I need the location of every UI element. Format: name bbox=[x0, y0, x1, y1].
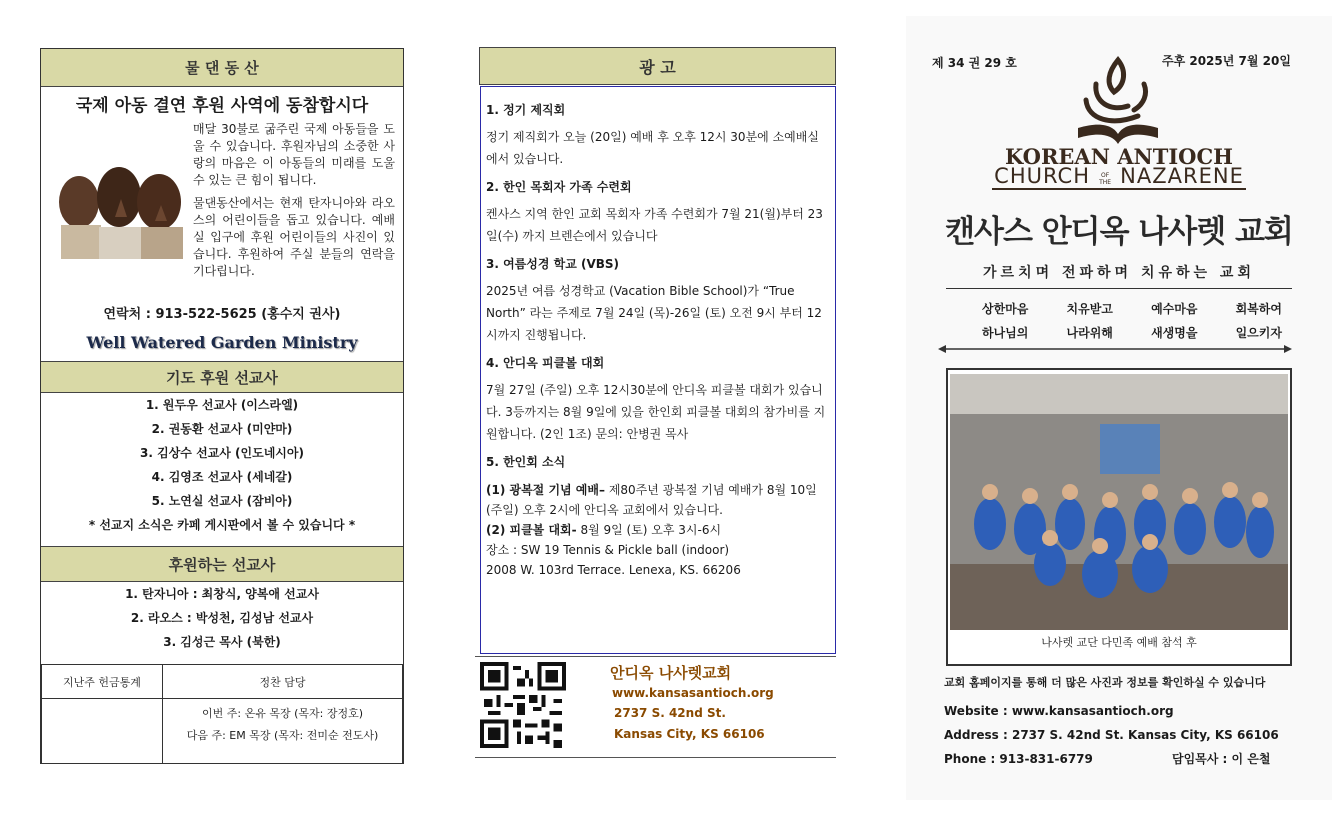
list-item: 2. 라오스 : 박성천, 김성남 선교사 bbox=[130, 611, 314, 625]
missionary-note: * 선교지 소식은 카페 게시판에서 볼 수 있습니다 * bbox=[88, 518, 356, 532]
group-photo-frame bbox=[946, 368, 1292, 666]
slogan-word: 예수마음 bbox=[1151, 302, 1198, 316]
announcement-title: 2. 한인 목회자 가족 수련회 bbox=[486, 180, 632, 194]
table-cell-meal bbox=[163, 699, 403, 764]
announcement-body: 켄사스 지역 한인 교회 목회자 가족 수련회가 7월 21(월)부터 23일(수) 까지 브렌슨에서 있습니다 bbox=[486, 207, 823, 243]
announcement-title: 3. 여름성경 학교 (VBS) bbox=[486, 257, 620, 271]
news-item-2 bbox=[486, 520, 826, 540]
section-header-prayer: 기도 후원 선교사 bbox=[41, 361, 403, 393]
announcement-title: 1. 정기 제직회 bbox=[486, 103, 566, 117]
news-item-2-label: (2) 피클볼 대회- bbox=[486, 523, 577, 537]
news-item-1-text: 제80주년 광복절 기념 예배가 8월 10일(주일) 오후 2시에 안디옥 교회에서 있습니다. bbox=[486, 483, 817, 517]
contact-address: Address : 2737 S. 42nd St. Kansas City, KS 66106 bbox=[944, 728, 1279, 742]
list-item: 1. 원두우 선교사 (이스라엘) bbox=[145, 398, 299, 412]
church-flame-book-logo bbox=[1068, 54, 1168, 146]
news-item-1-label: (1) 광복절 기념 예배– bbox=[486, 483, 605, 497]
church-motto: 가르치며 전파하며 치유하는 교회 bbox=[983, 265, 1255, 281]
announcement-body: 정기 제직회가 오늘 (20일) 예배 후 오후 12시 30분에 소예배실에서 있습니다. bbox=[486, 130, 819, 166]
qr-code-icon bbox=[480, 662, 566, 748]
children-praying-photo bbox=[49, 147, 191, 259]
ornament-divider bbox=[938, 344, 1292, 354]
sponsor-paragraph-1: 매달 30불로 굶주린 국제 아동들을 도울 수 있습니다. 후원자님의 소중한 사랑의 마음은 이 아동들의 미래를 도울 수 있는 큰 힘이 됩니다. bbox=[193, 122, 395, 187]
footer-website-link[interactable]: www.kansasantioch.org bbox=[612, 686, 774, 700]
table-header-offering: 지난주 헌금통계 bbox=[42, 665, 163, 699]
list-item: 5. 노연실 선교사 (잠비아) bbox=[151, 494, 293, 508]
list-item: 4. 김영조 선교사 (세네갈) bbox=[151, 470, 293, 484]
slogan-word: 회복하여 bbox=[1235, 302, 1282, 316]
list-item: 3. 김성근 목사 (북한) bbox=[163, 635, 281, 649]
volume-number: 제 34 권 29 호 bbox=[932, 56, 1017, 70]
footer-address-2: Kansas City, KS 66106 bbox=[614, 727, 765, 741]
list-item: 1. 탄자니아 : 최창식, 양복애 선교사 bbox=[125, 587, 319, 601]
slogan-word: 새생명을 bbox=[1151, 326, 1198, 340]
table-cell-offering bbox=[42, 699, 163, 764]
logo-church-word: CHURCH bbox=[994, 164, 1090, 188]
section-header-announcements: 광 고 bbox=[479, 47, 836, 85]
announcement-list bbox=[486, 101, 826, 580]
logo-nazarene-word: NAZARENE bbox=[1120, 164, 1244, 188]
logo-korean-antioch: KOREAN ANTIOCH bbox=[1004, 144, 1234, 169]
column-cover bbox=[906, 16, 1332, 800]
meal-this-week: 이번 주: 온유 목장 (목자: 장정호) bbox=[202, 707, 363, 720]
sponsor-paragraph-2: 물댄동산에서는 현재 탄자니아와 라오스의 어린이들을 돕고 있습니다. 예배실 입구에 후원 어린이들의 사진이 있습니다. 후원하여 주실 분들의 연락을 기다립니다. bbox=[193, 196, 395, 278]
contact-website[interactable]: Website : www.kansasantioch.org bbox=[944, 704, 1174, 718]
list-item: 2. 권동환 선교사 (미얀마) bbox=[151, 422, 293, 436]
motto-underline bbox=[946, 288, 1292, 289]
slogan-word: 치유받고 bbox=[1066, 302, 1113, 316]
slogan-word: 나라위해 bbox=[1066, 326, 1113, 340]
photo-caption: 나사렛 교단 다민족 예배 참석 후 bbox=[1041, 636, 1197, 649]
news-address: 2008 W. 103rd Terrace. Lenexa, KS. 66206 bbox=[486, 563, 741, 577]
announcement-body: 2025년 여름 성경학교 (Vacation Bible School)가 “True North” 라는 주제로 7월 24일 (목)-26일 (토) 오전 9시 부터 12시까지 진행됩니다. bbox=[486, 284, 822, 342]
section-header-mulden: 물 댄 동 산 bbox=[41, 49, 403, 87]
supported-list bbox=[41, 582, 403, 654]
logo-church-line bbox=[906, 164, 1332, 188]
slogan-line-1 bbox=[982, 300, 1282, 317]
slogan-word: 상한마음 bbox=[982, 302, 1029, 316]
bulletin-date: 주후 2025년 7월 20일 bbox=[1162, 54, 1291, 68]
contact-line: 연락처 : 913-522-5625 (홍수지 권사) bbox=[103, 307, 341, 322]
contact-phone: Phone : 913-831-6779 bbox=[944, 752, 1093, 766]
news-item-1 bbox=[486, 480, 826, 520]
missionary-list bbox=[41, 393, 403, 537]
offering-table bbox=[41, 664, 403, 764]
announcement-body: 7월 27일 (주일) 오후 12시30분에 안디옥 피클볼 대회가 있습니다. 3등까지는 8월 9일에 있을 한인회 피클볼 대회의 참가비를 지원합니다. (2인 1조) 문의: 안병권 목사 bbox=[486, 383, 826, 441]
footer-divider-top bbox=[475, 656, 836, 657]
footer-divider-bottom bbox=[475, 757, 836, 758]
slogan-word: 하나님의 bbox=[982, 326, 1029, 340]
footer-church-name: 안디옥 나사렛교회 bbox=[610, 664, 732, 682]
logo-of-the: OF THE bbox=[1099, 171, 1112, 186]
news-venue: 장소 : SW 19 Tennis & Pickle ball (indoor) bbox=[486, 543, 730, 557]
sponsor-title: 국제 아동 결연 후원 사역에 동참합시다 bbox=[75, 96, 369, 116]
announcement-title: 5. 한인회 소식 bbox=[486, 455, 566, 469]
senior-pastor: 담임목사 : 이 은철 bbox=[1172, 752, 1271, 766]
group-photo bbox=[950, 374, 1288, 630]
ministry-name: Well Watered Garden Ministry bbox=[86, 333, 358, 352]
meal-next-week: 다음 주: EM 목장 (목자: 전미순 전도사) bbox=[186, 729, 379, 742]
announcements-box bbox=[480, 86, 836, 654]
homepage-note: 교회 홈페이지를 통해 더 많은 사진과 정보를 확인하실 수 있습니다 bbox=[944, 676, 1266, 689]
news-item-2-text: 8월 9일 (토) 오후 3시-6시 bbox=[576, 523, 722, 537]
logo-divider bbox=[992, 188, 1246, 190]
church-name-korean: 캔사스 안디옥 나사렛 교회 bbox=[945, 214, 1293, 250]
section-header-supported: 후원하는 선교사 bbox=[41, 546, 403, 582]
footer-address-1: 2737 S. 42nd St. bbox=[614, 706, 726, 720]
slogan-word: 일으키자 bbox=[1235, 326, 1282, 340]
announcement-title: 4. 안디옥 피클볼 대회 bbox=[486, 356, 605, 370]
slogan-line-2 bbox=[982, 324, 1282, 341]
table-header-meal: 정찬 담당 bbox=[163, 665, 403, 699]
list-item: 3. 김상수 선교사 (인도네시아) bbox=[140, 446, 304, 460]
column-mulden-dongsan bbox=[40, 48, 404, 764]
